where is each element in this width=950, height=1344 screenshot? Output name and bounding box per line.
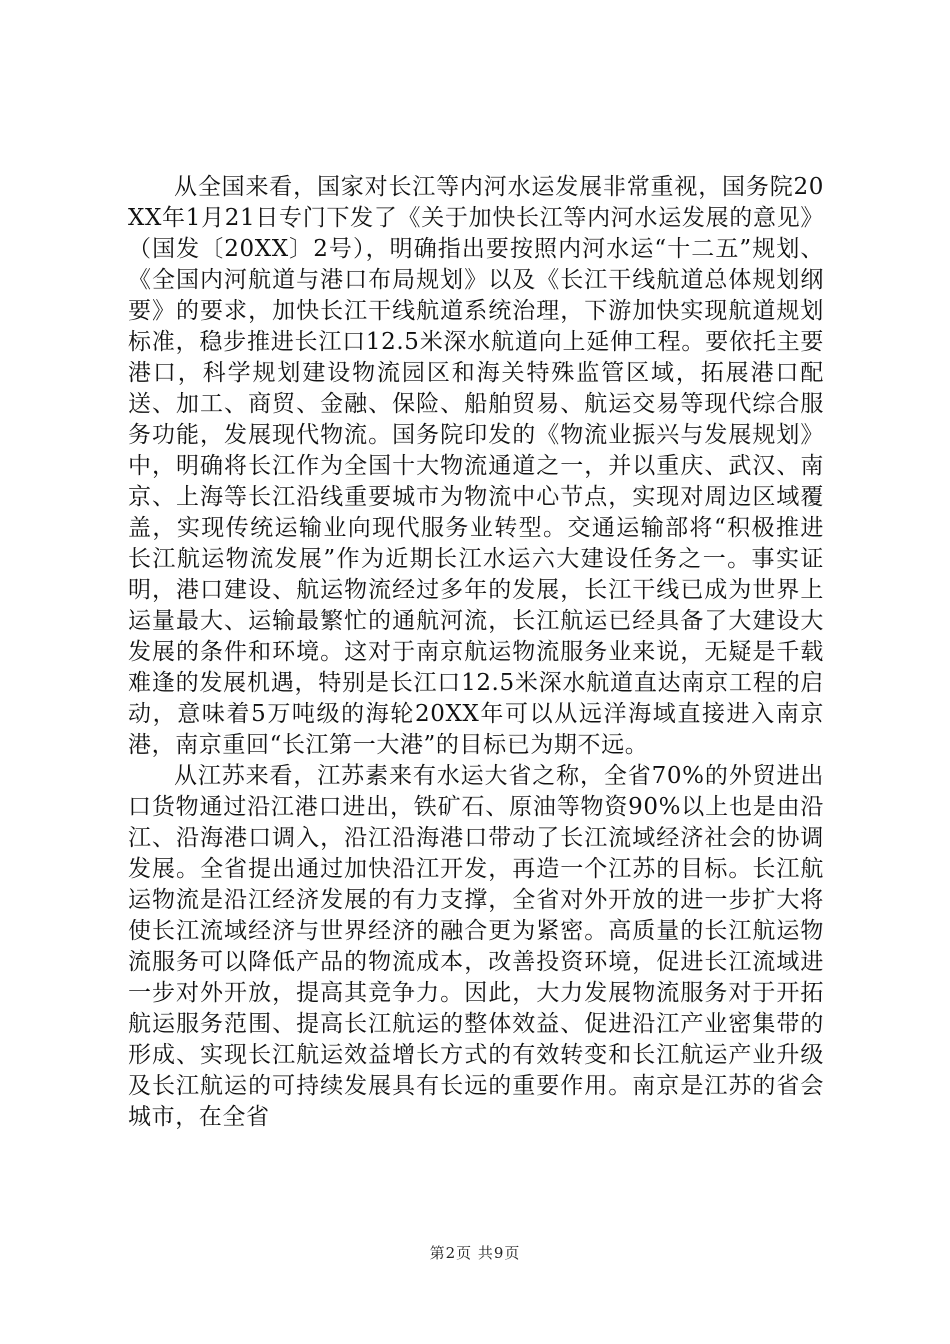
paragraph-national: 从全国来看，国家对长江等内河水运发展非常重视，国务院20XX年1月21日专门下发了《关于加快长江等内河水运发展的意见》（国发〔20XX〕2号），明确指出要按照内河水运“十二五”规划、《全国内河航道与港口布局规划》以及《长江干线航道总体规划纲要》的要求，加快长江干线航道系统治理，下游加快实现航道规划标准，稳步推进长江口12.5米深水航道向上延伸工程。要依托主要港口，科学规划建设物流园区和海关特殊监管区域，拓展港口配送、加工、商贸、金融、保险、船舶贸易、航运交易等现代综合服务功能，发展现代物流。国务院印发的《物流业振兴与发展规划》中，明确将长江作为全国十大物流通道之一，并以重庆、武汉、南京、上海等长江沿线重要城市为物流中心节点，实现对周边区域覆盖，实现传统运输业向现代服务业转型。交通运输部将“积极推进长江航运物流发展”作为近期长江水运六大建设任务之一。事实证明，港口建设、航运物流经过多年的发展，长江干线已成为世界上运量最大、运输最繁忙的通航河流，长江航运已经具备了大建设大发展的条件和环境。这对于南京航运物流服务业来说，无疑是千载难逢的发展机遇，特别是长江口12.5米深水航道直达南京工程的启动，意味着5万吨级的海轮20XX年可以从远洋海域直接进入南京港，南京重回“长江第一大港”的目标已为期不远。 bbox=[128, 174, 824, 758]
paragraph-jiangsu: 从江苏来看，江苏素来有水运大省之称，全省70%的外贸进出口货物通过沿江港口进出，铁矿石、原油等物资90%以上也是由沿江、沿海港口调入，沿江沿海港口带动了长江流域经济社会的协调发展。全省提出通过加快沿江开发，再造一个江苏的目标。长江航运物流是沿江经济发展的有力支撑，全省对外开放的进一步扩大将使长江流域经济与世界经济的融合更为紧密。高质量的长江航运物流服务可以降低产品的物流成本，改善投资环境，促进长江流域进一步对外开放，提高其竞争力。因此，大力发展物流服务对于开拓航运服务范围、提高长江航运的整体效益、促进沿江产业密集带的形成、实现长江航运效益增长方式的有效转变和长江航运产业升级及长江航运的可持续发展具有长远的重要作用。南京是江苏的省会城市，在全省 bbox=[128, 763, 824, 1130]
page-number-label: 第2页 共9页 bbox=[429, 1244, 521, 1262]
page-footer bbox=[0, 1243, 950, 1263]
document-body bbox=[128, 172, 824, 1133]
